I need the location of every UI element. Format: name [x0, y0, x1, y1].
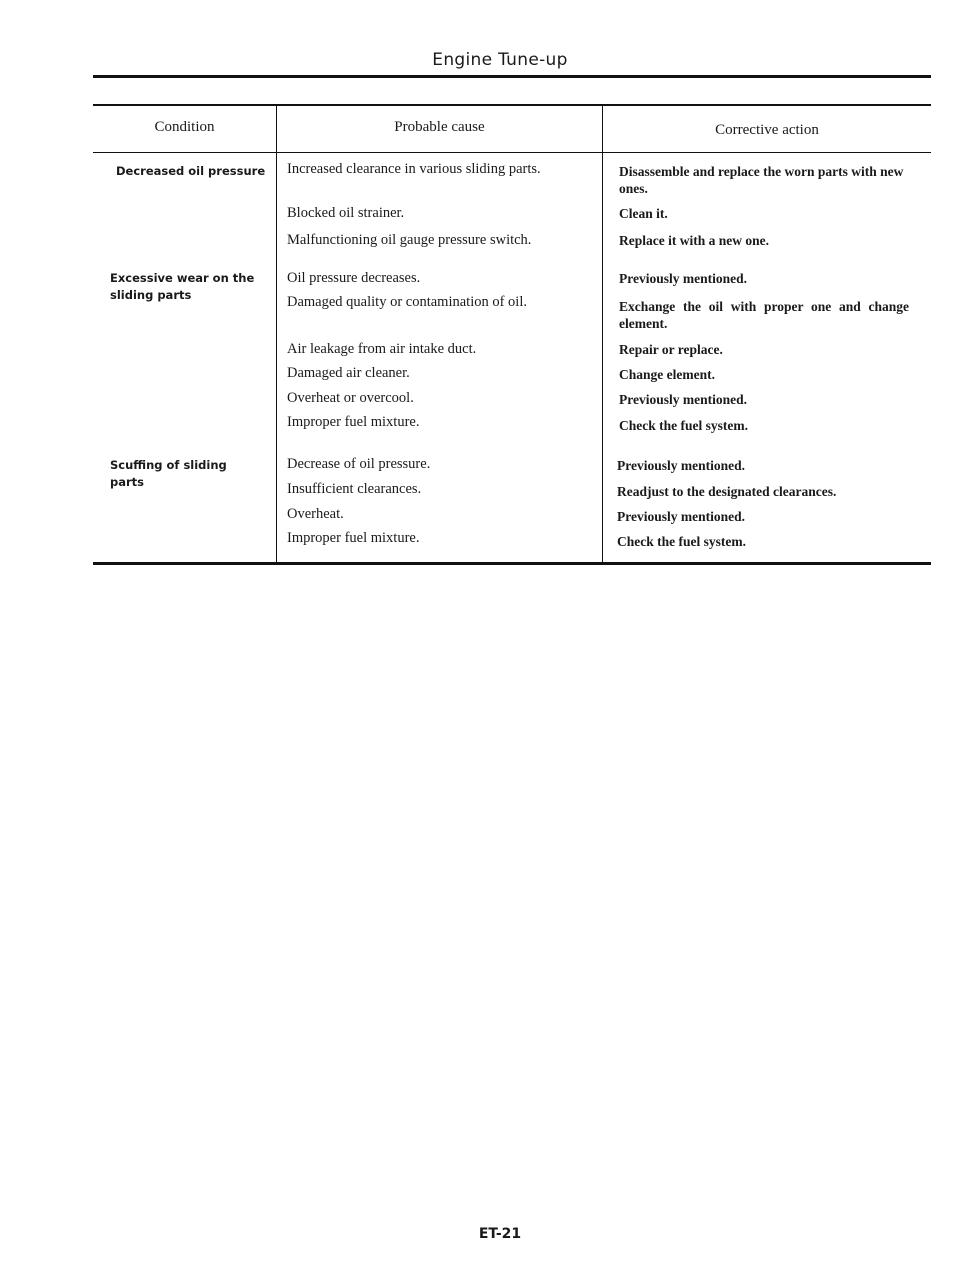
action-cell: Check the fuel system.: [619, 418, 748, 433]
cause-cell: Improper fuel mixture.: [287, 530, 420, 546]
action-cell: Previously mentioned.: [617, 509, 745, 524]
condition-cell: Decreased oil pressure: [116, 164, 266, 178]
title-rule: [93, 75, 931, 78]
cause-cell: Insufficient clearances.: [287, 481, 422, 497]
page-title: Engine Tune-up: [432, 50, 568, 70]
action-cell: Previously mentioned.: [619, 271, 747, 286]
cause-cell: Decrease of oil pressure.: [287, 456, 431, 472]
action-cell: Exchange the oil with proper one and change element.: [619, 299, 909, 331]
action-cell: Clean it.: [619, 206, 668, 221]
action-cell: Check the fuel system.: [617, 534, 746, 549]
table-top-rule: [93, 104, 931, 106]
header-probable-cause: Probable cause: [394, 119, 485, 135]
action-cell: Readjust to the designated clearances.: [617, 484, 837, 499]
cause-cell: Damaged air cleaner.: [287, 365, 410, 381]
cause-cell: Increased clearance in various sliding parts.: [287, 161, 541, 177]
condition-cell: Excessive wear on the sliding parts: [110, 271, 255, 302]
cause-cell: Air leakage from air intake duct.: [287, 341, 477, 357]
action-cell: Replace it with a new one.: [619, 233, 769, 248]
column-divider-1: [276, 105, 277, 563]
cause-cell: Oil pressure decreases.: [287, 270, 421, 286]
action-cell: Change element.: [619, 367, 715, 382]
action-cell: Previously mentioned.: [619, 392, 747, 407]
cause-cell: Overheat or overcool.: [287, 390, 414, 406]
cause-cell: Improper fuel mixture.: [287, 414, 420, 430]
cause-cell: Overheat.: [287, 506, 344, 522]
column-divider-2: [602, 105, 603, 563]
action-cell: Previously mentioned.: [617, 458, 745, 473]
cause-cell: Blocked oil strainer.: [287, 205, 405, 221]
table-bottom-rule: [93, 562, 931, 565]
header-bottom-rule: [93, 152, 931, 153]
page-number: ET-21: [478, 1226, 522, 1242]
action-cell: Repair or replace.: [619, 342, 723, 357]
header-corrective-action: Corrective action: [715, 122, 819, 138]
action-cell: Disassemble and replace the worn parts with new ones.: [619, 164, 904, 196]
condition-cell: Scuffing of sliding parts: [110, 458, 227, 489]
cause-cell: Malfunctioning oil gauge pressure switch.: [287, 232, 532, 248]
header-condition: Condition: [154, 119, 215, 135]
cause-cell: Damaged quality or contamination of oil.: [287, 294, 527, 310]
